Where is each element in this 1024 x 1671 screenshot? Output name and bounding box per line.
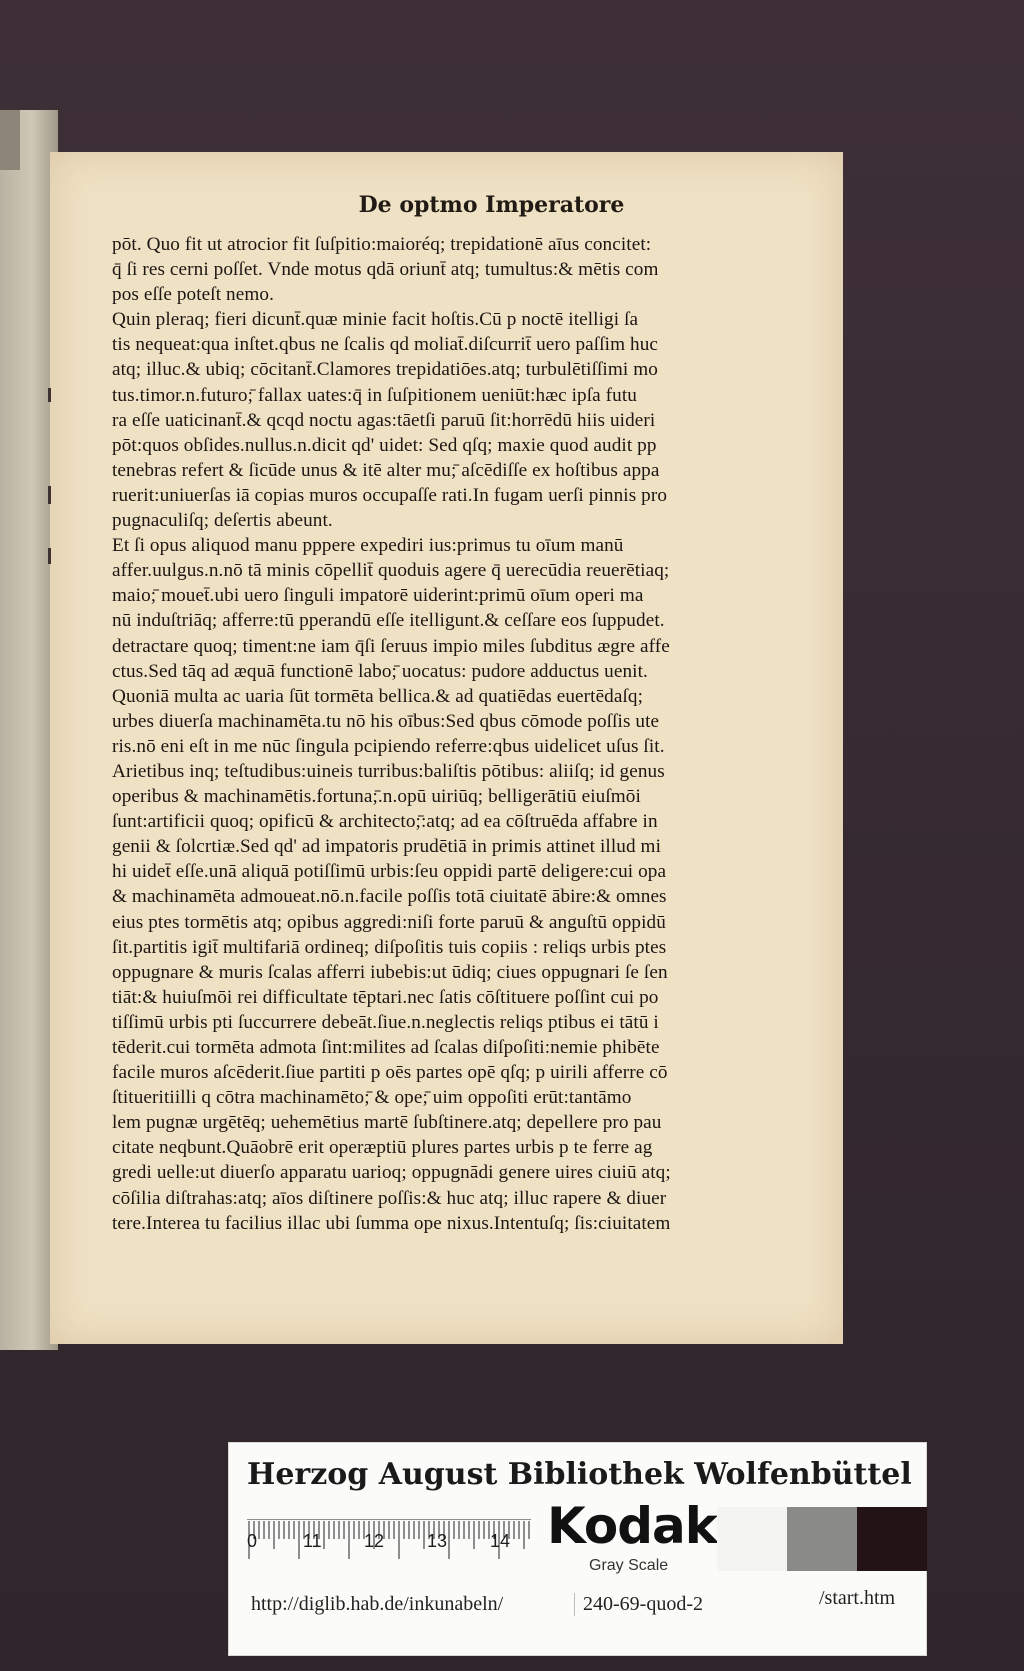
text-line: tus.timor.n.futuro;̄ fallax uates:q̄ in ſuſpitionem ueniūt:hæc ipſa futu — [112, 384, 637, 406]
text-line: tiſſimū urbis pti ſuccurrere debeāt.ſiue.n.neglectis reliqs ptibus ei tātū i — [112, 1011, 659, 1033]
text-line: ris.nō eni eſt in me nūc ſingula pcipiendo referre:qbus uidelicet uſus ſit. — [112, 735, 665, 757]
text-line: maio;̄ mouet̄.ubi uero ſinguli impatorē uiderint:primū oīum operi ma — [112, 585, 644, 607]
text-line: atq; illuc.& ubiq; cōcitant̄.Clamores trepidatiōes.atq; turbulētiſſimi mo — [112, 359, 658, 381]
text-line: tenebras refert & ſicūde unus & itē alter mu;̄ aſcēdiſſe ex hoſtibus appa — [112, 459, 660, 481]
text-line: detractare quoq; timent:ne iam q̄ſi ſeruus impio miles ſubditus ægre affe — [112, 635, 670, 657]
running-title: De optmo Imperatore — [358, 192, 625, 218]
page-edge-shadow — [0, 110, 20, 170]
text-line: nū induſtriāq; afferre:tū pperandū eſſe itelligunt.& ceſſare eos ſuppudet. — [112, 610, 665, 632]
text-line: pōt:quos obſides.nullus.n.dicit qd' uidet: Sed qſq; maxie quod audit pp — [112, 434, 657, 456]
library-name: Herzog August Bibliothek Wolfenbüttel — [247, 1457, 912, 1492]
text-line: Quoniā multa ac uaria ſūt tormēta bellica.& ad quatiēdas euertēdaſq; — [112, 685, 644, 707]
shelfmark: 240-69-quod-2 — [574, 1593, 703, 1616]
ruler-number: 14 — [490, 1531, 511, 1551]
text-line: ſunt:artificii quoq; opificū & architecto;̄:atq; ad ea cōſtruēda affabre in — [112, 811, 658, 833]
ruler-number: 13 — [427, 1531, 448, 1551]
ruler-number: 11 — [303, 1531, 322, 1551]
text-line: ra eſſe uaticinant̄.& qcqd noctu agas:tāetſi paruū ſit:horrēdū hiis uideri — [112, 409, 656, 431]
book-page — [50, 152, 843, 1344]
margin-mark — [48, 548, 51, 564]
ruler-number: 0 — [247, 1531, 258, 1551]
text-line: Quin pleraq; fieri dicunt̄.quæ minie facit hoſtis.Cū p noctē itelligi ſa — [112, 309, 639, 331]
text-line: citate neqbunt.Quāobrē erit operæptiū plures partes urbis p te ferre ag — [112, 1137, 653, 1159]
ruler-number: 12 — [364, 1531, 385, 1551]
margin-mark — [48, 486, 51, 504]
text-line: Arietibus inq; teſtudibus:uineis turribus:baliſtis pōtibus: aliiſq; id genus — [112, 760, 665, 782]
url-end: /start.htm — [819, 1587, 896, 1609]
text-line: ſit.partitis igit̄ multifariā ordineq; diſpoſitis tuis copiis : reliqs urbis ptes — [112, 936, 667, 958]
text-line: ſtitueritiilli q cōtra machinamēto;̄ & ope;̄ uim oppoſiti erūt:tantāmo — [112, 1087, 632, 1109]
gray-swatch-white — [717, 1507, 787, 1571]
text-line: tere.Interea tu facilius illac ubi ſumma ope nixus.Intentuſq; ſis:ciuitatem — [112, 1212, 671, 1234]
text-line: hi uidet̄ eſſe.unā aliquā potiſſimū urbis:ſeu oppidi partē deligere:cui opa — [112, 861, 667, 883]
text-line: affer.uulgus.n.nō tā minis cōpellit̄ quoduis agere q̄ uerecūdia reuerētiaq; — [112, 560, 670, 582]
library-label-card — [228, 1442, 927, 1656]
text-line: pos eſſe poteſt nemo. — [112, 284, 274, 306]
text-line: facile muros aſcēderit.ſiue partiti p oēs partes opē qſq; p uirili afferre cō — [112, 1062, 668, 1084]
kodak-logo: Kodak — [547, 1497, 717, 1555]
text-line: ruerit:uniuerſas iā copias muros occupaſſe rati.In fugam uerſi pinnis pro — [112, 484, 668, 506]
text-line: tēderit.cui tormēta admota ſint:milites ad ſcalas diſpoſiti:nemie phibēte — [112, 1037, 660, 1058]
gray-swatch-mid — [787, 1507, 857, 1571]
text-line: operibus & machinamētis.fortuna;̄.n.opū uiriūq; belligerātiū eiuſmōi — [112, 786, 641, 808]
gray-swatch-black — [857, 1507, 927, 1571]
text-line: tis nequeat:qua inſtet.qbus ne ſcalis qd moliat̄.diſcurrit̄ uero paſſim huc — [112, 334, 659, 356]
text-line: ctus.Sed tāq ad æquā functionē labo;̄ uocatus: pudore adductus uenit. — [112, 660, 648, 682]
margin-mark — [48, 388, 51, 402]
text-line: tiāt:& huiuſmōi rei difficultate tēptari.nec ſatis cōſtituere poſſint cui po — [112, 986, 659, 1008]
text-line: cōſilia diſtrahas:atq; aīos diſtinere poſſis:& huc atq; illuc rapere & diuer — [112, 1187, 667, 1209]
url-base: http://diglib.hab.de/inkunabeln/ — [251, 1593, 504, 1615]
text-line: gredi uelle:ut diuerſo apparatu uarioq; oppugnādi genere uires ciuiū atq; — [112, 1162, 671, 1184]
text-line: Et ſi opus aliquod manu pppere expediri ius:primus tu oīum manū — [112, 535, 624, 557]
text-line: lem pugnæ urgētēq; uehemētius martē ſubſtinere.atq; depellere pro pau — [112, 1112, 662, 1134]
text-line: urbes diuerſa machinamēta.tu nō his oībus:Sed qbus cōmode poſſis ute — [112, 710, 660, 732]
text-line: pōt. Quo fit ut atrocior fit ſuſpitio:maioréq; trepidationē aīus concitet: — [112, 234, 652, 255]
gray-scale-caption: Gray Scale — [589, 1557, 669, 1574]
body-text — [112, 232, 812, 1236]
text-line: genii & ſolcrtiæ.Sed qd' ad impatoris prudētiā in primis attinet illud mi — [112, 836, 661, 858]
text-line: & machinamēta admoueat.nō.n.facile poſſis totā ciuitatē ābire:& omnes — [112, 886, 667, 908]
text-line: eius ptes tormētis atq; opibus aggredi:niſi forte paruū & anguſtū oppidū — [112, 911, 666, 933]
ruler-scale — [247, 1519, 531, 1569]
text-line: pugnaculiſq; deſertis abeunt. — [112, 510, 333, 532]
text-line: q̄ ſi res cerni poſſet. Vnde motus qdā oriunt̄ atq; tumultus:& mētis com — [112, 259, 659, 281]
text-line: oppugnare & muris ſcalas afferri iubebis:ut ūdiq; ciues oppugnari ſe ſen — [112, 961, 668, 983]
